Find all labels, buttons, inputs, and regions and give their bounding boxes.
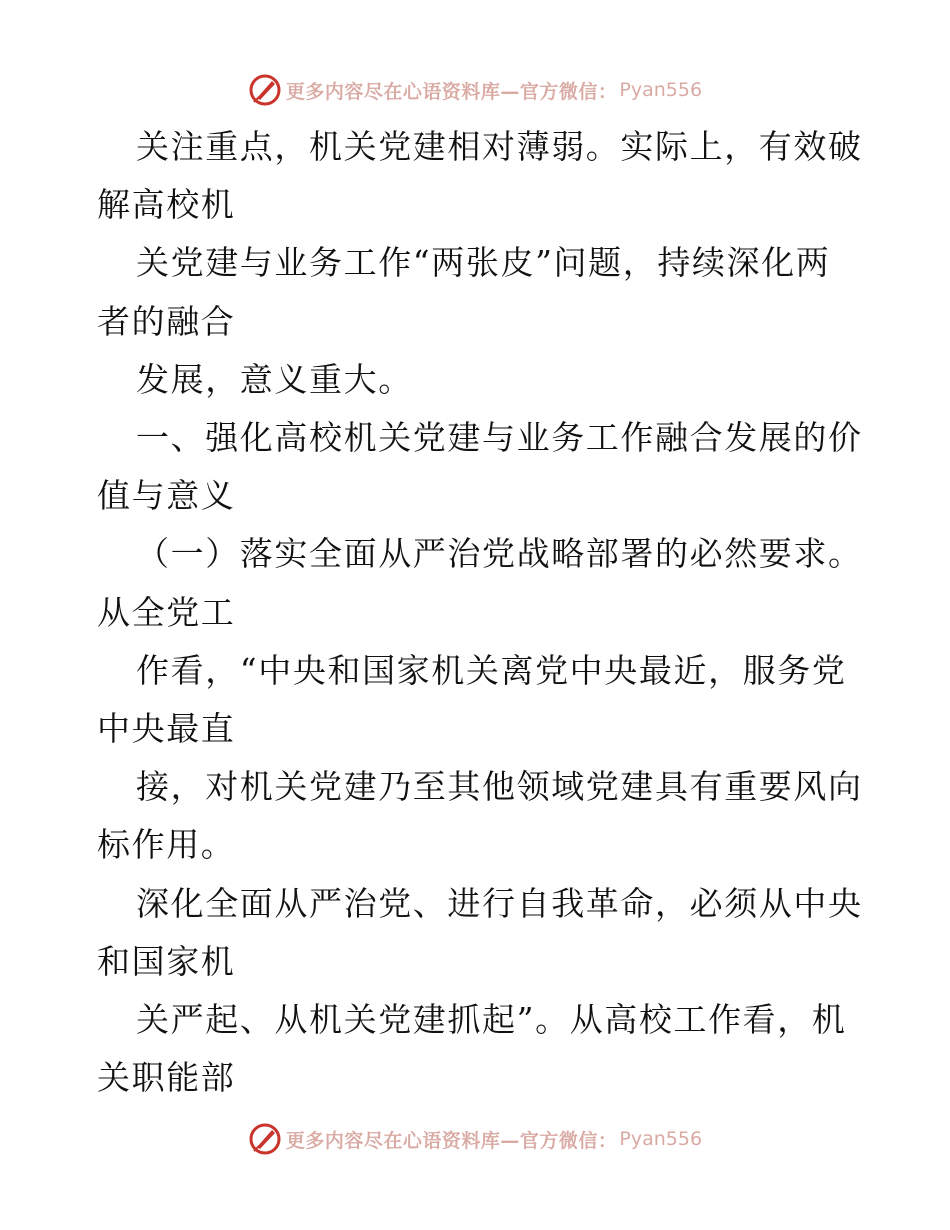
body-text-line: 作看，“中央和国家机关离党中央最近，服务党 (136, 650, 847, 690)
body-text-line: 关党建与业务工作“两张皮”问题，持续深化两 (136, 243, 831, 283)
body-text-line: 关职能部 (97, 1058, 236, 1098)
body-text-line: 值与意义 (97, 476, 236, 516)
body-text-line: 从全党工 (97, 592, 236, 632)
body-text-line: 一、强化高校机关党建与业务工作融合发展的价 (136, 418, 863, 457)
body-text-line: 者的融合 (97, 301, 236, 341)
watermark-wechat-id: Pyan556 (619, 79, 703, 101)
body-text-line: 标作用。 (97, 825, 236, 865)
watermark-wechat-id: Pyan556 (619, 1128, 703, 1150)
body-text-line: 发展，意义重大。 (136, 359, 413, 399)
watermark-text: 更多内容尽在心语资料库—官方微信： (285, 80, 618, 103)
watermark-text: 更多内容尽在心语资料库—官方微信： (285, 1129, 618, 1152)
body-text-line: （一）落实全面从严治党战略部署的必然要求。 (136, 534, 863, 574)
body-text-line: 解高校机 (97, 185, 236, 225)
header-watermark (0, 70, 950, 110)
quill-logo-icon (248, 73, 282, 107)
body-text-line: 关严起、从机关党建抓起”。从高校工作看，机 (136, 1000, 847, 1039)
quill-logo-icon (248, 1122, 282, 1156)
body-text-line: 和国家机 (97, 941, 236, 981)
body-text-line: 关注重点，机关党建相对薄弱。实际上，有效破 (136, 127, 863, 166)
footer-watermark (0, 1119, 950, 1159)
body-text-line: 接，对机关党建乃至其他领域党建具有重要风向 (136, 767, 863, 807)
body-text-line: 深化全面从严治党、进行自我革命，必须从中央 (136, 883, 863, 923)
body-text-line: 中央最直 (97, 709, 236, 748)
